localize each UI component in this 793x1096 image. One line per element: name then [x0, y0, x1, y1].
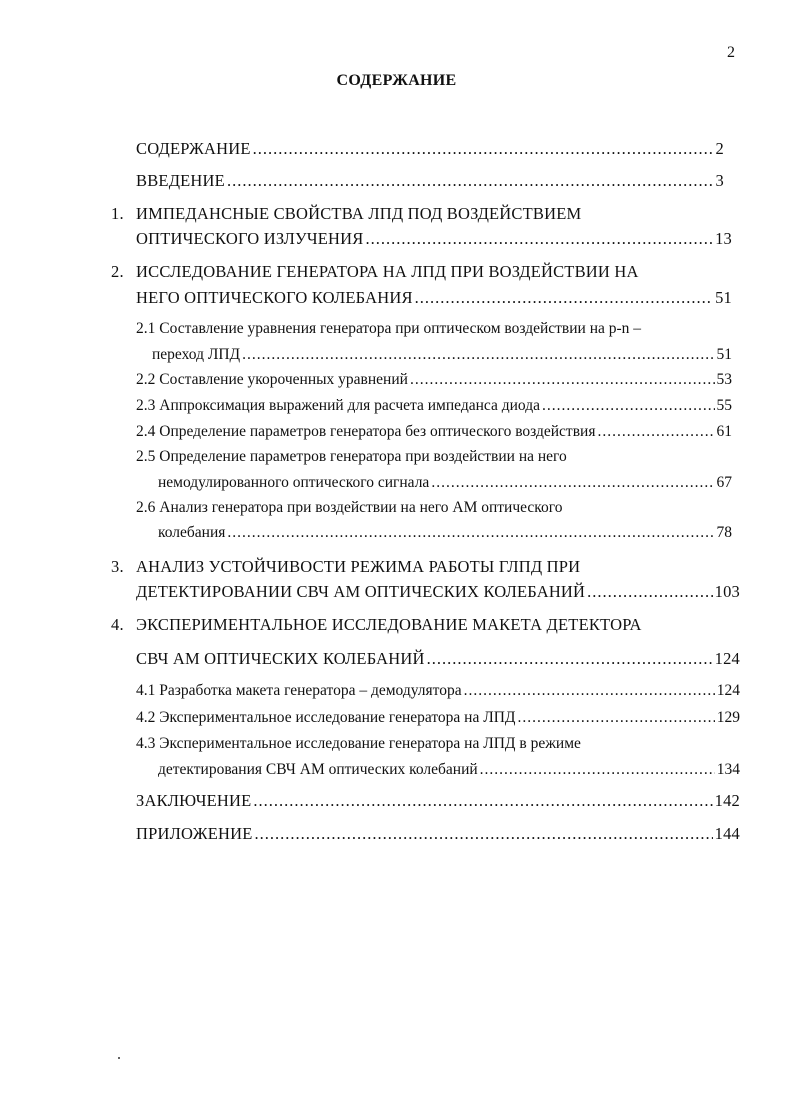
- toc-page-number: 55: [716, 397, 732, 414]
- toc-entry-section-2-1[interactable]: [152, 344, 732, 366]
- toc-entry-text: колебания: [158, 524, 226, 541]
- leader-dots: [464, 680, 715, 702]
- toc-entry-text: НЕГО ОПТИЧЕСКОГО КОЛЕБАНИЯ: [136, 288, 413, 307]
- leader-dots: [227, 170, 714, 192]
- toc-entry-section-4-2[interactable]: [136, 707, 740, 729]
- page-number: 2: [727, 44, 735, 61]
- toc-entry-section-2-1-line1[interactable]: [136, 318, 736, 340]
- leader-dots: [542, 395, 715, 417]
- toc-entry-text: ДЕТЕКТИРОВАНИИ СВЧ АМ ОПТИЧЕСКИХ КОЛЕБАНИЙ: [136, 582, 586, 601]
- leader-dots: [587, 581, 712, 603]
- toc-page-number: 61: [716, 423, 732, 440]
- toc-entry-text: переход ЛПД: [152, 346, 241, 363]
- leader-dots: [410, 369, 715, 391]
- leader-dots: [253, 790, 712, 812]
- toc-entry-text: СОДЕРЖАНИЕ: [136, 139, 251, 158]
- toc-entry-section-2-2[interactable]: [136, 369, 732, 391]
- toc-entry-text: 2.4 Определение параметров генератора без оптического воздействия: [136, 423, 596, 440]
- toc-entry-appendix[interactable]: [136, 823, 740, 845]
- toc-entry-text: АНАЛИЗ УСТОЙЧИВОСТИ РЕЖИМА РАБОТЫ ГЛПД ПРИ: [136, 557, 581, 576]
- toc-entry-text: 2.2 Составление укороченных уравнений: [136, 371, 408, 388]
- toc-entry-conclusion[interactable]: [136, 790, 740, 812]
- toc-entry-section-4-1[interactable]: [136, 680, 740, 702]
- leader-dots: [253, 138, 714, 160]
- toc-entry-text: ИССЛЕДОВАНИЕ ГЕНЕРАТОРА НА ЛПД ПРИ ВОЗДЕЙСТВИИ НА: [136, 262, 639, 281]
- toc-entry-text: 2.3 Аппроксимация выражений для расчета импеданса диода: [136, 397, 540, 414]
- toc-entry-section-2-6-line1[interactable]: [136, 497, 732, 519]
- toc-entry-text: ПРИЛОЖЕНИЕ: [136, 824, 253, 843]
- toc-entry-section-2-4[interactable]: [136, 421, 732, 443]
- toc-entry-introduction[interactable]: [136, 170, 724, 192]
- toc-entry-text: ЗАКЛЮЧЕНИЕ: [136, 791, 252, 810]
- leader-dots: [415, 287, 713, 309]
- toc-entry-text: 4.2 Экспериментальное исследование генератора на ЛПД: [136, 709, 516, 726]
- leader-dots: [518, 707, 715, 729]
- toc-entry-text: 2.6 Анализ генератора при воздействии на него АМ оптического: [136, 499, 563, 516]
- toc-page-number: 51: [715, 288, 732, 307]
- toc-entry-text: 4.1 Разработка макета генератора – демодулятора: [136, 682, 462, 699]
- toc-entry-text: ВВЕДЕНИЕ: [136, 171, 225, 190]
- toc-page-number: 67: [716, 474, 732, 491]
- chapter-number: 1.: [111, 204, 124, 223]
- toc-entry-text: детектирования СВЧ АМ оптических колебаний: [158, 761, 478, 778]
- toc-page-number: 53: [716, 371, 732, 388]
- toc-entry-section-2-5-line1[interactable]: [136, 446, 732, 468]
- toc-entry-chapter-3[interactable]: [136, 581, 740, 603]
- toc-entry-text: немодулированного оптического сигнала: [158, 474, 430, 491]
- toc-entry-chapter-3-line1[interactable]: [136, 556, 732, 578]
- toc-page-number: 129: [716, 709, 740, 726]
- toc-page-number: 144: [714, 824, 740, 843]
- leader-dots: [597, 421, 714, 443]
- toc-page-number: 2: [715, 139, 724, 158]
- toc-page-number: 103: [714, 582, 740, 601]
- leader-dots: [431, 472, 714, 494]
- leader-dots: [254, 823, 712, 845]
- toc-entry-text: ОПТИЧЕСКОГО ИЗЛУЧЕНИЯ: [136, 229, 364, 248]
- toc-entry-chapter-2-line1[interactable]: [136, 261, 724, 283]
- toc-page-number: 3: [715, 171, 724, 190]
- toc-entry-text: ЭКСПЕРИМЕНТАЛЬНОЕ ИССЛЕДОВАНИЕ МАКЕТА ДЕТЕКТОРА: [136, 615, 642, 634]
- toc-page-number: 13: [715, 229, 732, 248]
- toc-entry-text: ИМПЕДАНСНЫЕ СВОЙСТВА ЛПД ПОД ВОЗДЕЙСТВИЕМ: [136, 204, 582, 223]
- page-title: СОДЕРЖАНИЕ: [336, 72, 457, 89]
- toc-entry-text: 4.3 Экспериментальное исследование генератора на ЛПД в режиме: [136, 735, 581, 752]
- toc-entry-chapter-4-line1[interactable]: [136, 614, 732, 636]
- toc-page-number: 134: [716, 761, 740, 778]
- leader-dots: [480, 759, 715, 781]
- leader-dots: [365, 228, 713, 250]
- leader-dots: [427, 648, 713, 670]
- toc-entry-section-2-3[interactable]: [136, 395, 732, 417]
- toc-entry-section-2-6[interactable]: [158, 522, 732, 544]
- leader-dots: [242, 344, 714, 366]
- toc-page-number: 51: [716, 346, 732, 363]
- toc-entry-text: 2.5 Определение параметров генератора при воздействии на него: [136, 448, 567, 465]
- toc-page-number: 124: [716, 682, 740, 699]
- chapter-number: 2.: [111, 262, 124, 281]
- scan-speck: [118, 1057, 120, 1059]
- toc-entry-chapter-2[interactable]: [136, 287, 732, 309]
- toc-entry-section-4-3[interactable]: [158, 759, 740, 781]
- leader-dots: [227, 522, 714, 544]
- toc-entry-text: 2.1 Составление уравнения генератора при оптическом воздействии на p-n –: [136, 320, 642, 337]
- toc-entry-chapter-1-line1[interactable]: [136, 203, 724, 225]
- chapter-number: 4.: [111, 615, 124, 634]
- toc-entry-section-2-5[interactable]: [158, 472, 732, 494]
- chapter-number: 3.: [111, 557, 124, 576]
- toc-entry-contents[interactable]: [136, 138, 724, 160]
- toc-entry-text: СВЧ АМ ОПТИЧЕСКИХ КОЛЕБАНИЙ: [136, 649, 425, 668]
- toc-page-number: 78: [716, 524, 732, 541]
- toc-entry-section-4-3-line1[interactable]: [136, 733, 740, 755]
- toc-entry-chapter-4[interactable]: [136, 648, 740, 670]
- toc-page-number: 124: [714, 649, 740, 668]
- toc-page-number: 142: [714, 791, 740, 810]
- toc-entry-chapter-1[interactable]: [136, 228, 732, 250]
